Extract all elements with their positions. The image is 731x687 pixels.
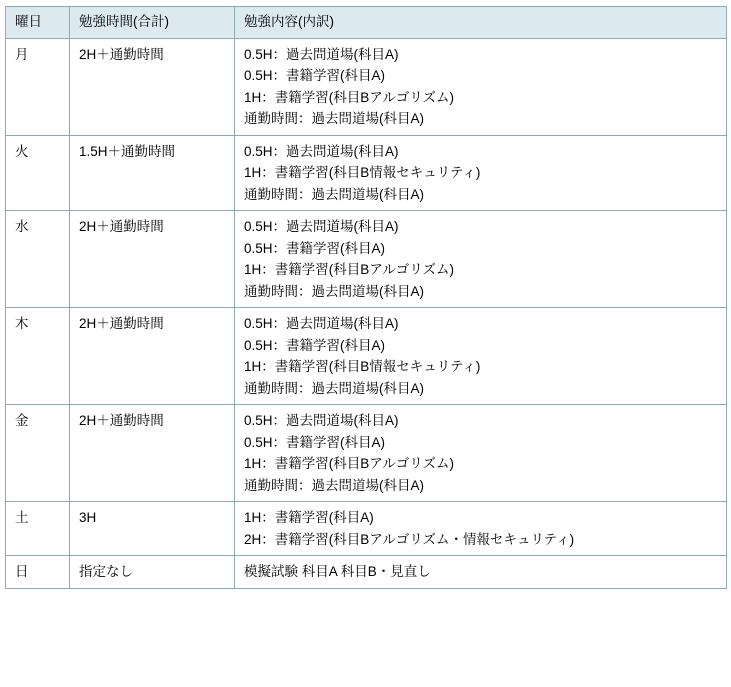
detail-line-list xyxy=(244,317,718,395)
detail-line: 通勤時間：過去問道場(科目A) xyxy=(244,477,424,493)
detail-line: 通勤時間：過去問道場(科目A) xyxy=(244,111,424,126)
detail-line: 通勤時間：過去問道場(科目A) xyxy=(244,186,424,202)
cell-hours: 1.5H＋通勤時間 xyxy=(70,135,235,211)
cell-hours: 2H＋通勤時間 xyxy=(70,38,235,135)
detail-line: 2H：書籍学習(科目Bアルゴリズム・情報セキュリティ) xyxy=(244,531,575,547)
cell-details xyxy=(235,405,727,502)
detail-line: 通勤時間：過去問道場(科目A) xyxy=(244,283,424,299)
detail-line-list xyxy=(244,414,718,492)
cell-day: 金 xyxy=(6,405,70,502)
table-body xyxy=(6,38,727,588)
cell-details xyxy=(235,308,727,405)
cell-hours: 2H＋通勤時間 xyxy=(70,211,235,308)
column-header-day: 曜日 xyxy=(6,7,70,39)
detail-line: 0.5H：書籍学習(科目A) xyxy=(244,337,386,353)
cell-details xyxy=(235,38,727,135)
cell-day: 水 xyxy=(6,211,70,308)
table-header xyxy=(6,7,727,39)
detail-line: 0.5H：過去問道場(科目A) xyxy=(244,219,399,234)
cell-hours: 3H xyxy=(70,502,235,556)
detail-line: 0.5H：過去問道場(科目A) xyxy=(244,316,399,331)
table-row xyxy=(6,405,727,502)
detail-line-list xyxy=(244,220,718,298)
table-row xyxy=(6,308,727,405)
table-header-row xyxy=(6,7,727,39)
detail-line: 0.5H：過去問道場(科目A) xyxy=(244,46,399,62)
detail-line: 0.5H：過去問道場(科目A) xyxy=(244,413,399,428)
detail-line-list xyxy=(244,511,718,546)
cell-day: 木 xyxy=(6,308,70,405)
cell-details xyxy=(235,502,727,556)
detail-line-list xyxy=(244,145,718,202)
cell-day: 日 xyxy=(6,556,70,589)
detail-line: 0.5H：書籍学習(科目A) xyxy=(244,434,386,450)
detail-line-list xyxy=(244,48,718,126)
detail-line: 1H：書籍学習(科目Bアルゴリズム) xyxy=(244,262,454,277)
column-header-details: 勉強内容(内訳) xyxy=(235,7,727,39)
cell-hours: 指定なし xyxy=(70,556,235,589)
cell-day: 火 xyxy=(6,135,70,211)
table-row xyxy=(6,502,727,556)
detail-line: 1H：書籍学習(科目B情報セキュリティ) xyxy=(244,165,481,180)
detail-line: 模擬試験 科目A 科目B・見直し xyxy=(244,564,431,579)
detail-line: 0.5H：過去問道場(科目A) xyxy=(244,143,399,159)
detail-line: 1H：書籍学習(科目Bアルゴリズム) xyxy=(244,89,454,105)
detail-line: 0.5H：書籍学習(科目A) xyxy=(244,68,386,83)
column-header-hours: 勉強時間(合計) xyxy=(70,7,235,39)
study-schedule-table xyxy=(5,6,727,589)
cell-details xyxy=(235,135,727,211)
cell-details xyxy=(235,556,727,589)
table-row xyxy=(6,38,727,135)
table-row xyxy=(6,135,727,211)
detail-line-list xyxy=(244,565,718,579)
table-row xyxy=(6,211,727,308)
cell-hours: 2H＋通勤時間 xyxy=(70,405,235,502)
cell-details xyxy=(235,211,727,308)
detail-line: 0.5H：書籍学習(科目A) xyxy=(244,240,386,256)
cell-day: 土 xyxy=(6,502,70,556)
detail-line: 1H：書籍学習(科目A) xyxy=(244,510,374,525)
cell-hours: 2H＋通勤時間 xyxy=(70,308,235,405)
detail-line: 1H：書籍学習(科目Bアルゴリズム) xyxy=(244,456,454,471)
table-row xyxy=(6,556,727,589)
detail-line: 通勤時間：過去問道場(科目A) xyxy=(244,380,424,396)
cell-day: 月 xyxy=(6,38,70,135)
detail-line: 1H：書籍学習(科目B情報セキュリティ) xyxy=(244,359,481,374)
